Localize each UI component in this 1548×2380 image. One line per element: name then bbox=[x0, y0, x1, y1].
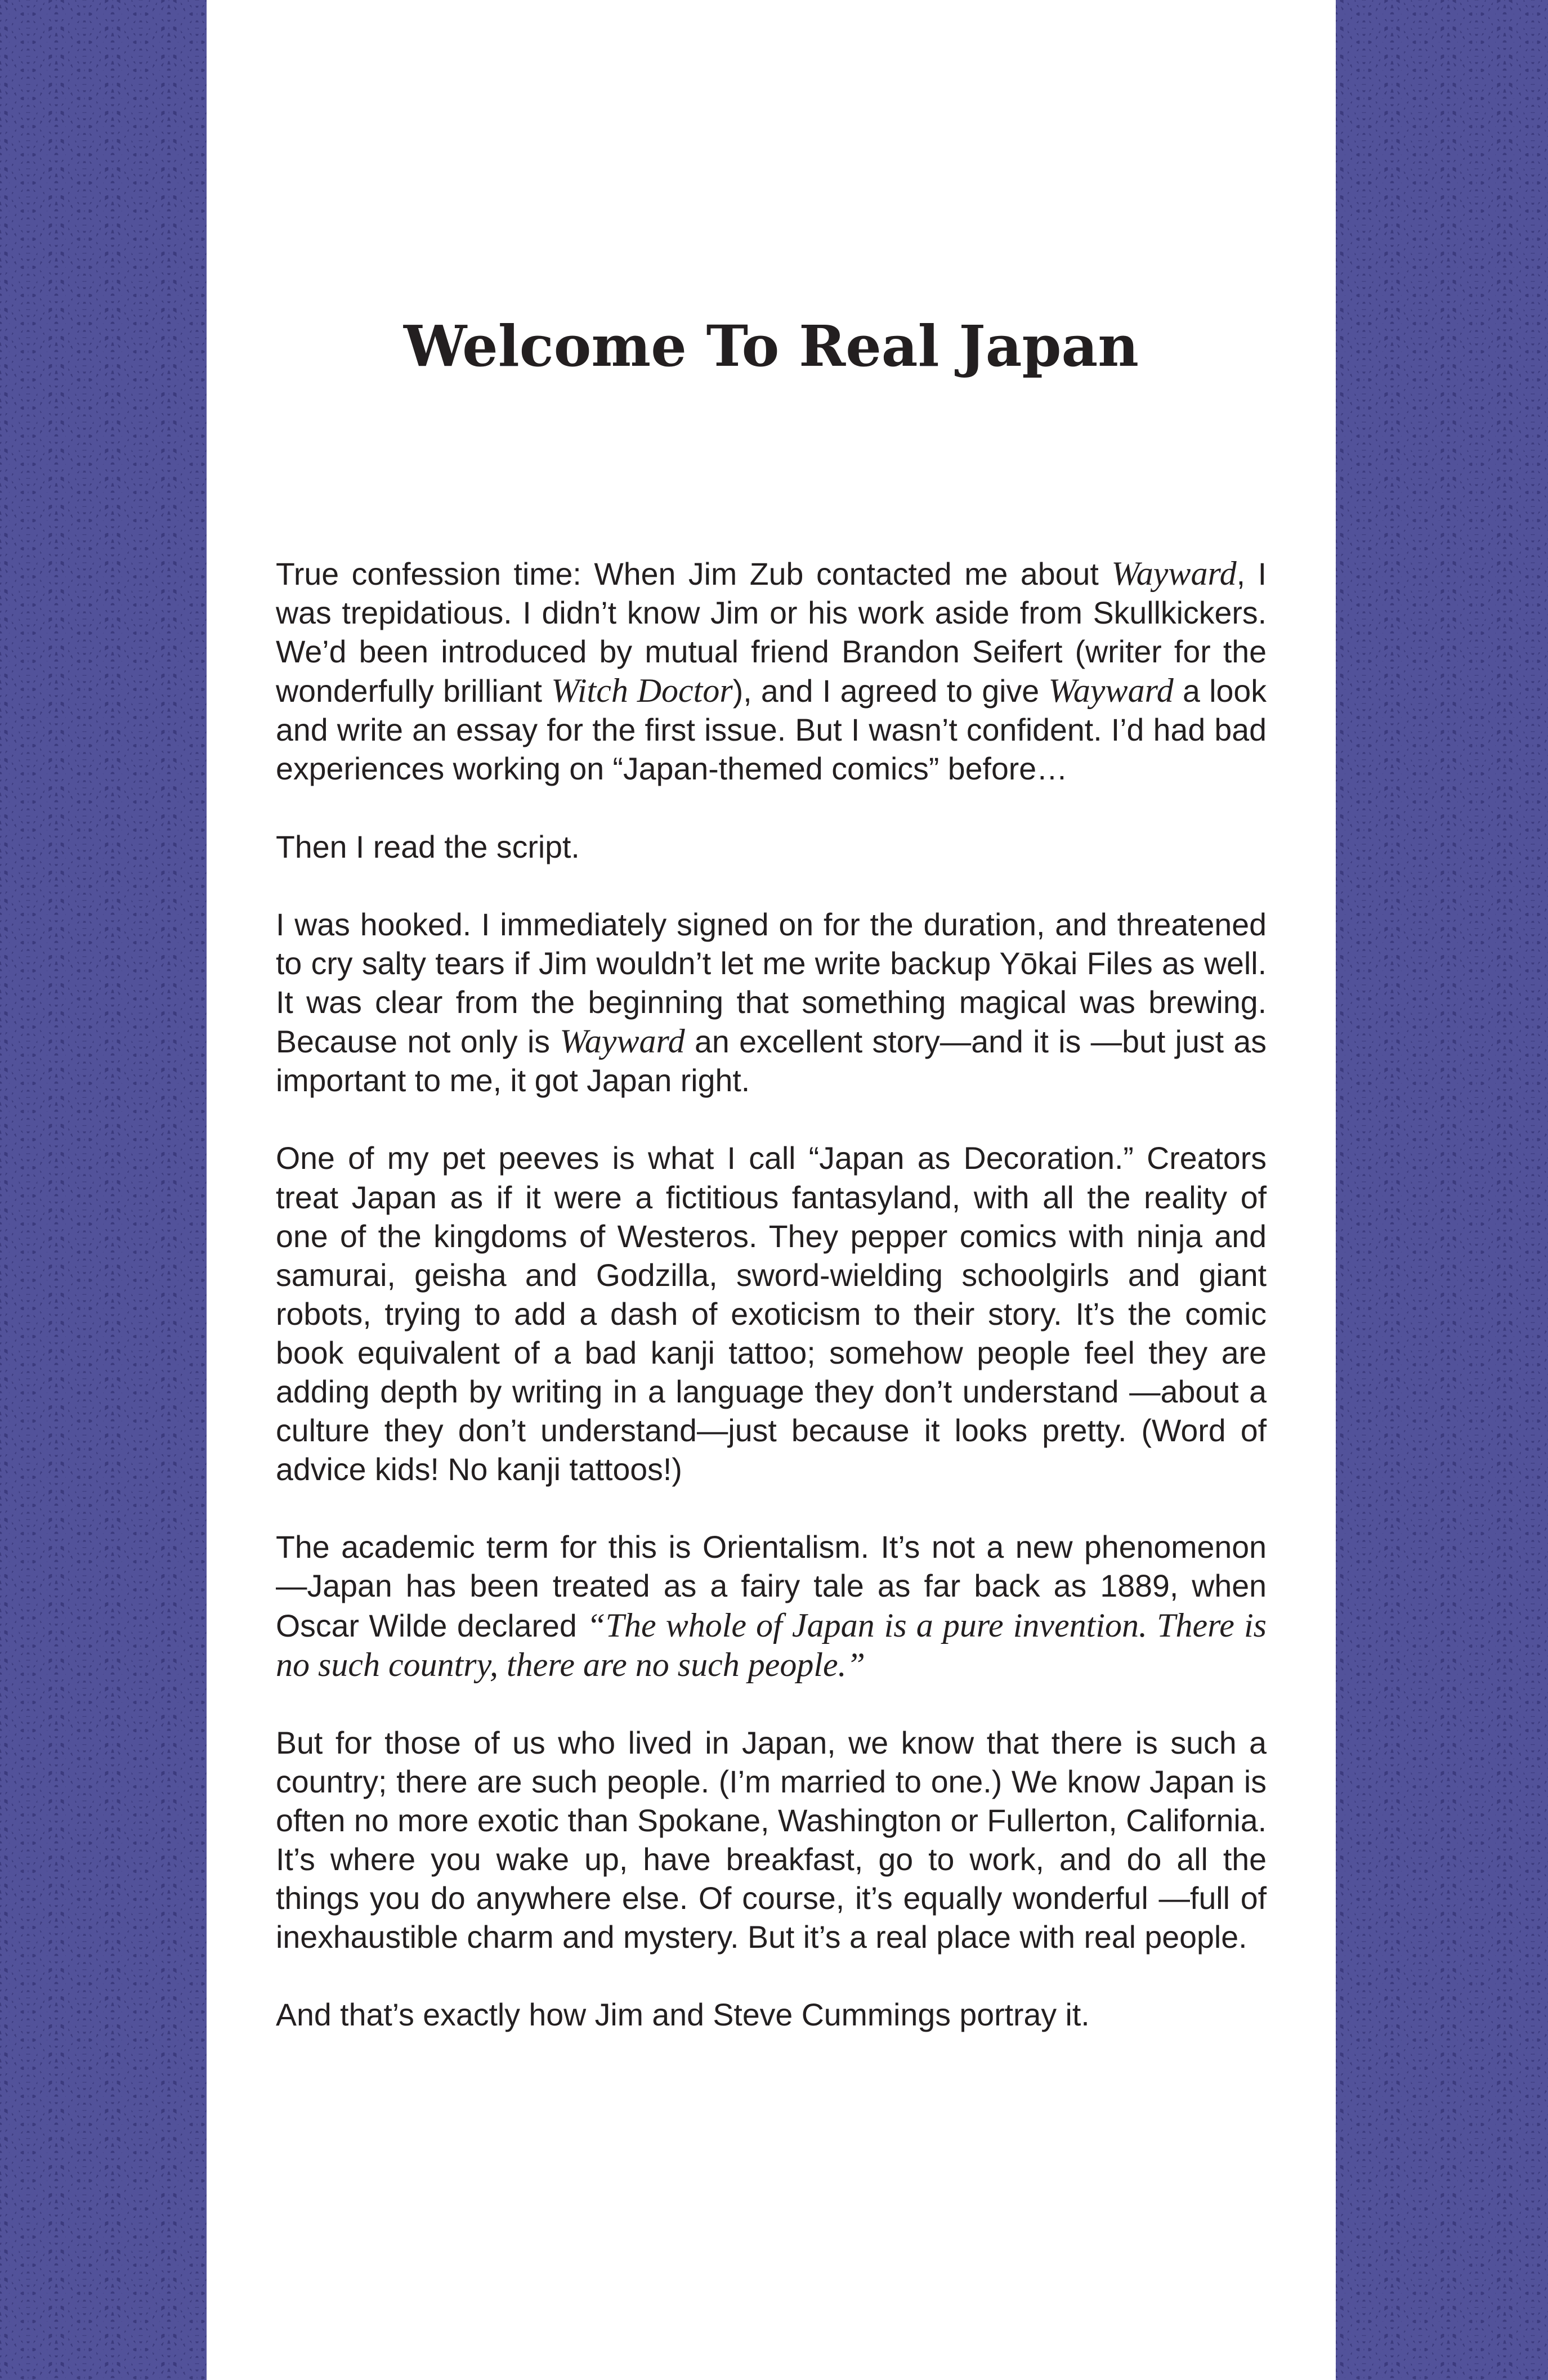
paragraph-2: Then I read the script. bbox=[276, 829, 580, 864]
seigaiha-pattern-left bbox=[0, 0, 207, 2380]
paragraph-5-text-1: The academic term for this is Orientalism. It’s not a new phenomenon —Japan has been treated as a fairy tale as far back as 1889, when Oscar Wilde declared bbox=[276, 1530, 1267, 1643]
essay-body bbox=[276, 554, 1267, 2074]
paragraph-3-italic-1: Wayward bbox=[560, 1023, 685, 1060]
paragraph-1-text-4: a look and write an essay for the first issue. But I wasn’t confident. I’d had bad experiences working on “Japan-themed comics” before… bbox=[276, 674, 1267, 787]
paragraph-3 bbox=[276, 906, 1267, 1100]
paragraph-5-quote: “The whole of Japan is a pure invention. There is no such country, there are no such people.” bbox=[276, 1606, 1267, 1683]
paragraph-6: But for those of us who lived in Japan, we know that there is such a country; there are such people. (I’m married to one.) We know Japan is often no more exotic than Spokane, Washington or Fullerton, California. It’s where you wake up, have breakfast, go to work, and do all the things you do anywhere else. Of course, it’s equally wonderful —full of inexhaustible charm and mystery. But it’s a real place with real people. bbox=[276, 1725, 1267, 1955]
paragraph-1-italic-3: Wayward bbox=[1048, 672, 1174, 710]
paragraph-1 bbox=[276, 554, 1267, 789]
paragraph-1-text-2: , I was trepidatious. I didn’t know Jim or his work aside from Skullkickers. We’d been introduced by mutual friend Brandon Seifert (writer for the wonderfully brilliant bbox=[276, 557, 1267, 709]
right-wave-border bbox=[1336, 0, 1548, 2380]
paragraph-3-text-2: an excellent story—and it is —but just as important to me, it got Japan right. bbox=[276, 1024, 1267, 1099]
paragraph-1-text-3: ), and I agreed to give bbox=[732, 674, 1049, 709]
page bbox=[207, 0, 1336, 2380]
left-wave-border bbox=[0, 0, 207, 2380]
paragraph-5 bbox=[276, 1528, 1267, 1684]
page-title: Welcome To Real Japan bbox=[404, 313, 1139, 379]
paragraph-7: And that’s exactly how Jim and Steve Cummings portray it. bbox=[276, 1997, 1090, 2033]
paragraph-4: One of my pet peeves is what I call “Japan as Decoration.” Creators treat Japan as if it were a fictitious fantasyland, with all the reality of one of the kingdoms of Westeros. They pepper comics with ninja and samurai, geisha and Godzilla, sword-wielding schoolgirls and giant robots, trying to add a dash of exoticism to their story. It’s the comic book equivalent of a bad kanji tattoo; somehow people feel they are adding depth by writing in a language they don’t understand —about a culture they don’t understand—just because it looks pretty. (Word of advice kids! No kanji tattoos!) bbox=[276, 1141, 1267, 1487]
paragraph-1-italic-2: Witch Doctor bbox=[551, 672, 733, 710]
seigaiha-pattern-right bbox=[1336, 0, 1548, 2380]
paragraph-3-text-1: I was hooked. I immediately signed on for the duration, and threatened to cry salty tears if Jim wouldn’t let me write backup Yōkai Files as well. It was clear from the beginning that something magical was brewing. Because not only is bbox=[276, 907, 1267, 1060]
paragraph-1-italic-1: Wayward bbox=[1111, 555, 1237, 592]
paragraph-1-text-1: True confession time: When Jim Zub contacted me about bbox=[276, 557, 1112, 591]
